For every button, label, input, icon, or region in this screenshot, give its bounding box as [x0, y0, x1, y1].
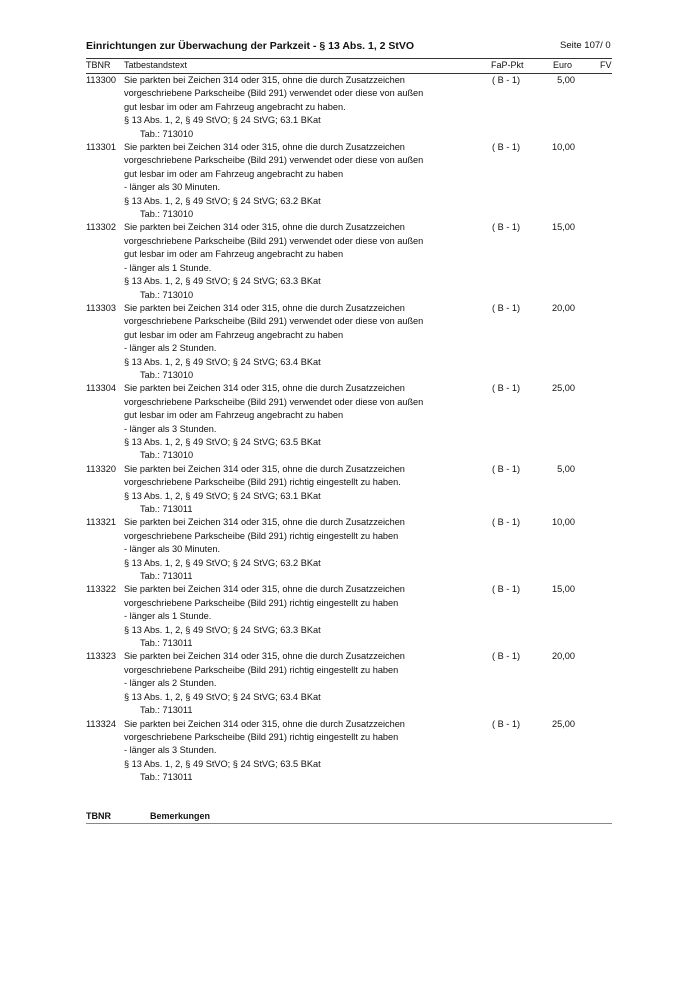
remarks-header [86, 811, 612, 824]
offense-text-cell [124, 718, 454, 785]
offense-text-cell [124, 650, 454, 717]
offense-text-cell [124, 74, 454, 141]
offense-text-line: vorgeschriebene Parkscheibe (Bild 291) verwendet oder diese von außen [124, 88, 424, 99]
offense-text-line: § 13 Abs. 1, 2, § 49 StVO; § 24 StVG; 63.3 BKat [124, 276, 321, 287]
offense-text-cell [124, 302, 454, 382]
tbnr-cell: 113320 [86, 463, 116, 474]
tbnr-cell: 113300 [86, 75, 116, 85]
tbnr-cell: 113304 [86, 383, 116, 394]
offense-text-line: gut lesbar im oder am Fahrzeug angebracht zu haben [124, 249, 344, 260]
offense-text-line: § 13 Abs. 1, 2, § 49 StVO; § 24 StVG; 63.2 BKat [124, 195, 321, 206]
table-row [86, 221, 612, 301]
fap-pkt-cell: ( B - 1) [492, 517, 521, 528]
table-reference: Tab.: 713010 [140, 369, 194, 380]
offense-text-line: § 13 Abs. 1, 2, § 49 StVO; § 24 StVG; 63.3 BKat [124, 624, 321, 635]
offense-text-line: gut lesbar im oder am Fahrzeug angebracht zu haben [124, 168, 344, 179]
column-header-euro: Euro [553, 60, 573, 70]
offense-text-cell [124, 583, 454, 650]
fap-pkt-cell: ( B - 1) [492, 302, 521, 313]
offense-text-line: Sie parkten bei Zeichen 314 oder 315, ohne die durch Zusatzzeichen [124, 517, 405, 528]
euro-cell: 15,00 [552, 222, 575, 233]
table-reference: Tab.: 713010 [140, 450, 194, 461]
table-header [86, 58, 612, 74]
page-number: Seite 107/ 0 [560, 40, 611, 51]
offense-text-line: vorgeschriebene Parkscheibe (Bild 291) richtig eingestellt zu haben. [124, 477, 401, 488]
tbnr-cell: 113301 [86, 142, 116, 153]
offense-text-line: - länger als 1 Stunde. [124, 611, 212, 622]
offense-text-line: Sie parkten bei Zeichen 314 oder 315, ohne die durch Zusatzzeichen [124, 222, 405, 233]
page-title: Einrichtungen zur Überwachung der Parkzeit - § 13 Abs. 1, 2 StVO [86, 40, 415, 52]
table-row [86, 583, 612, 650]
offense-text-line: - länger als 3 Stunden. [124, 423, 217, 434]
column-header-text: Tatbestandstext [124, 60, 188, 70]
tbnr-cell: 113303 [86, 302, 116, 313]
euro-cell: 20,00 [552, 651, 575, 662]
offense-text-line: - länger als 30 Minuten. [124, 182, 221, 193]
offense-text-line: Sie parkten bei Zeichen 314 oder 315, ohne die durch Zusatzzeichen [124, 75, 405, 85]
offense-text-line: - länger als 2 Stunden. [124, 678, 217, 689]
offense-text-line: - länger als 2 Stunden. [124, 343, 217, 354]
table-reference: Tab.: 713010 [140, 289, 194, 300]
offense-text-line: - länger als 3 Stunden. [124, 745, 217, 756]
fap-pkt-cell: ( B - 1) [492, 718, 521, 729]
fap-pkt-cell: ( B - 1) [492, 75, 521, 85]
table-row [86, 302, 612, 382]
offense-text-line: gut lesbar im oder am Fahrzeug angebracht zu haben. [124, 101, 346, 112]
offense-text-line: - länger als 1 Stunde. [124, 262, 212, 273]
table-row [86, 141, 612, 221]
offense-text-line: Sie parkten bei Zeichen 314 oder 315, ohne die durch Zusatzzeichen [124, 584, 405, 595]
offense-text-line: § 13 Abs. 1, 2, § 49 StVO; § 24 StVG; 63.2 BKat [124, 557, 321, 568]
table-reference: Tab.: 713011 [140, 705, 193, 716]
offense-text-line: vorgeschriebene Parkscheibe (Bild 291) richtig eingestellt zu haben [124, 664, 399, 675]
euro-cell: 25,00 [552, 718, 575, 729]
offense-text-cell [124, 463, 454, 517]
table-row [86, 718, 612, 785]
euro-cell: 15,00 [552, 584, 575, 595]
table-row [86, 650, 612, 717]
offense-text-line: § 13 Abs. 1, 2, § 49 StVO; § 24 StVG; 63.5 BKat [124, 436, 321, 447]
offense-text-line: vorgeschriebene Parkscheibe (Bild 291) verwendet oder diese von außen [124, 396, 424, 407]
offense-text-line: Sie parkten bei Zeichen 314 oder 315, ohne die durch Zusatzzeichen [124, 383, 405, 394]
offense-text-line: § 13 Abs. 1, 2, § 49 StVO; § 24 StVG; 63.1 BKat [124, 490, 321, 501]
tbnr-cell: 113321 [86, 517, 116, 528]
tbnr-cell: 113324 [86, 718, 116, 729]
offense-text-line: Sie parkten bei Zeichen 314 oder 315, ohne die durch Zusatzzeichen [124, 718, 405, 729]
table-row [86, 463, 612, 517]
offense-text-line: § 13 Abs. 1, 2, § 49 StVO; § 24 StVG; 63.5 BKat [124, 758, 321, 769]
offense-text-line: vorgeschriebene Parkscheibe (Bild 291) richtig eingestellt zu haben [124, 597, 399, 608]
fap-pkt-cell: ( B - 1) [492, 222, 521, 233]
offense-text-line: Sie parkten bei Zeichen 314 oder 315, ohne die durch Zusatzzeichen [124, 463, 405, 474]
offense-text-line: vorgeschriebene Parkscheibe (Bild 291) richtig eingestellt zu haben [124, 731, 399, 742]
euro-cell: 10,00 [552, 142, 575, 153]
table-row [86, 382, 612, 462]
table-row [86, 74, 612, 141]
offense-text-cell [124, 221, 454, 301]
offense-text-line: § 13 Abs. 1, 2, § 49 StVO; § 24 StVG; 63.1 BKat [124, 115, 321, 126]
table-reference: Tab.: 713011 [140, 504, 193, 514]
euro-cell: 5,00 [557, 75, 575, 85]
offense-text-line: Sie parkten bei Zeichen 314 oder 315, ohne die durch Zusatzzeichen [124, 142, 405, 153]
fap-pkt-cell: ( B - 1) [492, 651, 521, 662]
column-header-fap-pkt: FaP-Pkt [491, 60, 524, 70]
offense-text-line: vorgeschriebene Parkscheibe (Bild 291) verwendet oder diese von außen [124, 316, 424, 327]
euro-cell: 5,00 [557, 463, 575, 474]
table-reference: Tab.: 713010 [140, 128, 194, 139]
table-reference: Tab.: 713011 [140, 772, 193, 783]
tbnr-cell: 113323 [86, 651, 116, 662]
column-header-fv: FV [600, 60, 612, 70]
offense-text-cell [124, 141, 454, 221]
tbnr-cell: 113302 [86, 222, 116, 233]
offense-text-line: gut lesbar im oder am Fahrzeug angebracht zu haben [124, 329, 344, 340]
offense-text-cell [124, 516, 454, 583]
tbnr-cell: 113322 [86, 584, 116, 595]
euro-cell: 25,00 [552, 383, 575, 394]
offense-text-line: § 13 Abs. 1, 2, § 49 StVO; § 24 StVG; 63.4 BKat [124, 356, 321, 367]
fap-pkt-cell: ( B - 1) [492, 383, 521, 394]
offense-text-line: gut lesbar im oder am Fahrzeug angebracht zu haben [124, 410, 344, 421]
table-row [86, 516, 612, 583]
offense-text-line: § 13 Abs. 1, 2, § 49 StVO; § 24 StVG; 63.4 BKat [124, 691, 321, 702]
offense-text-line: vorgeschriebene Parkscheibe (Bild 291) verwendet oder diese von außen [124, 235, 424, 246]
offense-text-line: Sie parkten bei Zeichen 314 oder 315, ohne die durch Zusatzzeichen [124, 302, 405, 313]
offense-text-cell [124, 382, 454, 462]
fap-pkt-cell: ( B - 1) [492, 142, 521, 153]
offense-text-line: Sie parkten bei Zeichen 314 oder 315, ohne die durch Zusatzzeichen [124, 651, 405, 662]
offense-text-line: vorgeschriebene Parkscheibe (Bild 291) verwendet oder diese von außen [124, 155, 424, 166]
column-header-tbnr: TBNR [86, 60, 111, 70]
offense-text-line: - länger als 30 Minuten. [124, 544, 221, 555]
fap-pkt-cell: ( B - 1) [492, 463, 521, 474]
entry-list [86, 74, 612, 785]
table-reference: Tab.: 713011 [140, 638, 193, 649]
euro-cell: 20,00 [552, 302, 575, 313]
fap-pkt-cell: ( B - 1) [492, 584, 521, 595]
table-reference: Tab.: 713010 [140, 209, 194, 220]
offense-text-line: vorgeschriebene Parkscheibe (Bild 291) richtig eingestellt zu haben [124, 530, 399, 541]
euro-cell: 10,00 [552, 517, 575, 528]
table-reference: Tab.: 713011 [140, 571, 193, 582]
remarks-label: Bemerkungen [150, 811, 211, 821]
remarks-tbnr-label: TBNR [86, 811, 111, 821]
